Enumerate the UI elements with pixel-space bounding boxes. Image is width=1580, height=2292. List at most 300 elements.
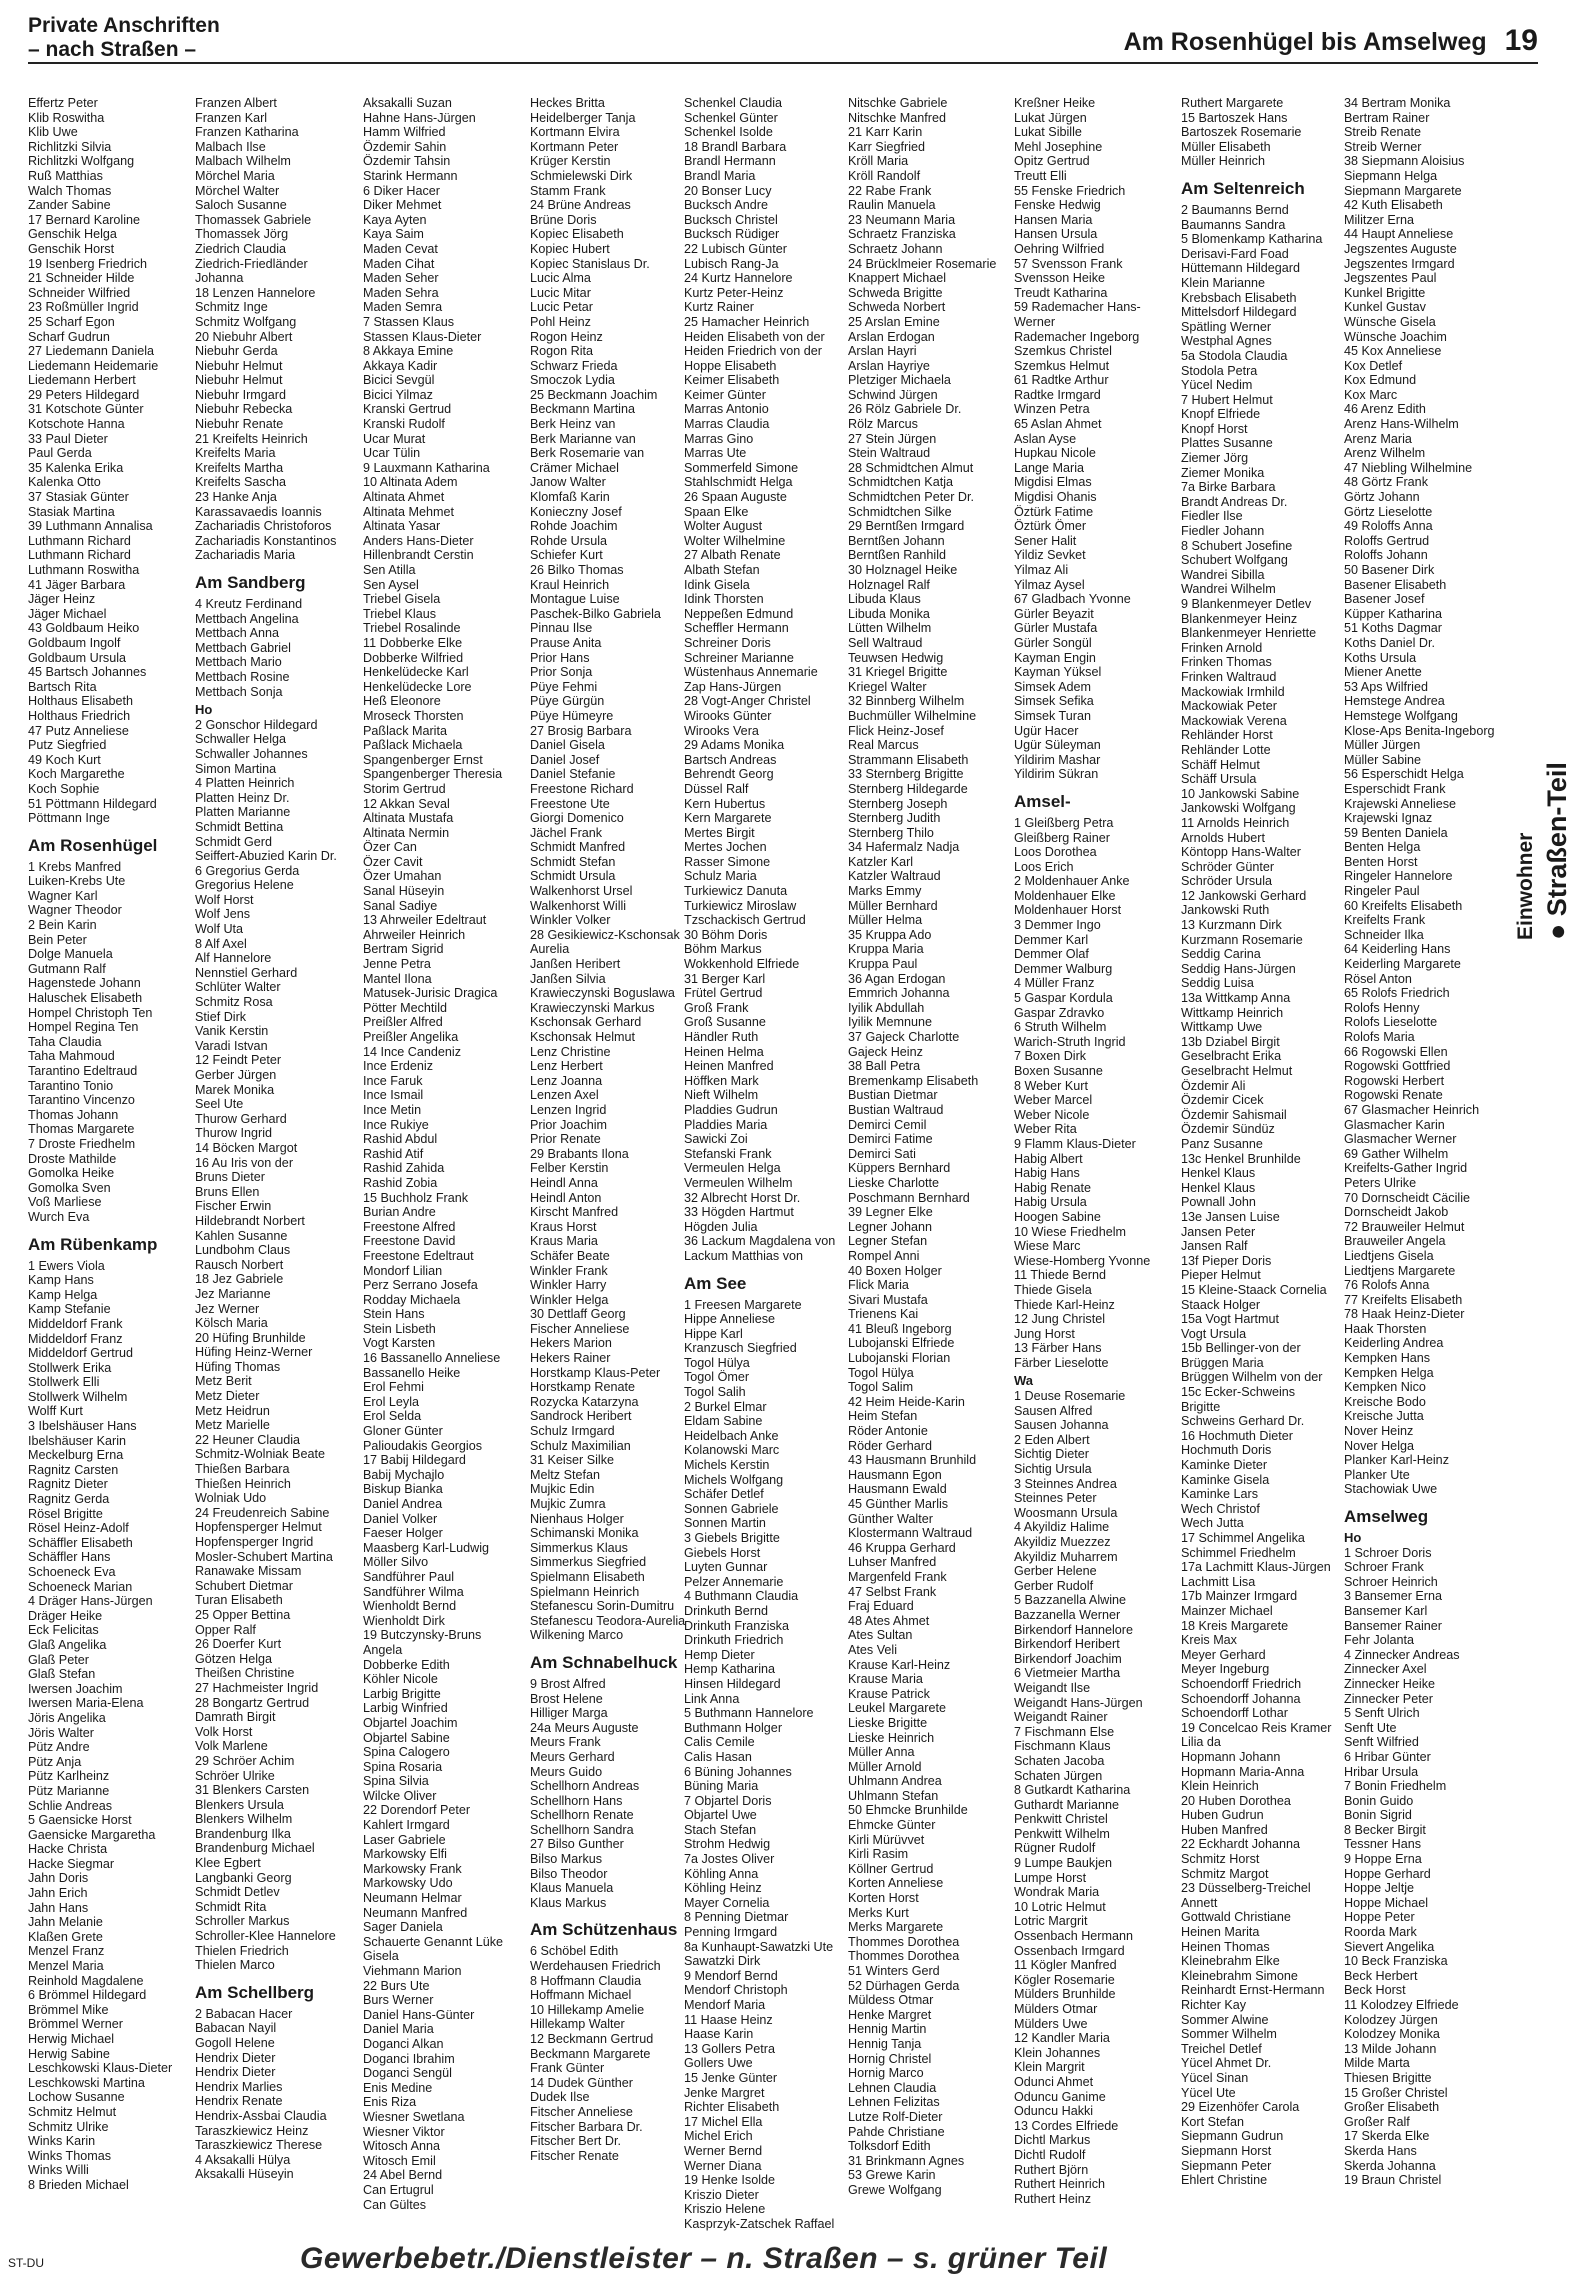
resident-entry: Hüfing Heinz-Werner [195,1345,313,1360]
resident-entry: Yilmaz Aysel [1014,577,1085,592]
resident-entry: 14 Böcken Margot [195,1140,298,1155]
resident-entry: Smoczok Lydia [530,373,615,388]
resident-entry: Altinata Yasar [363,519,441,534]
resident-entry: Katzler Waltraud [848,869,941,884]
resident-entry: Roloffs Gertrud [1344,533,1430,548]
resident-entry: Schauerte Genannt Lüke [363,1934,504,1949]
resident-entry: Sommerfeld Simone [684,460,799,475]
resident-entry: Mülders Otmar [1014,2002,1098,2016]
resident-entry: Volk Horst [195,1724,253,1739]
resident-entry: Kriegel Walter [848,679,927,694]
resident-entry: Hennig Tanja [848,2036,922,2051]
resident-entry: Mackowiak Irmhild [1181,684,1285,699]
resident-entry: Bucksch Andre [684,198,769,213]
resident-entry: Meurs Guido [530,1764,603,1779]
resident-entry: 11 Arnolds Heinrich [1181,815,1290,830]
resident-entry: Kreische Jutta [1344,1409,1424,1424]
resident-entry: Huben Gudrun [1181,1808,1264,1823]
resident-entry: Pletziger Michaela [848,373,951,388]
resident-entry: Marras Claudia [684,417,770,432]
resident-entry: Fitscher Bert Dr. [530,2134,621,2149]
resident-entry: 29 Schröer Achim [195,1753,295,1768]
resident-entry: Mujkic Zumra [530,1497,606,1511]
resident-entry: Köhling Anna [684,1866,759,1881]
resident-entry: Kaya Ayten [363,212,427,227]
resident-entry: Jez Werner [195,1301,260,1316]
resident-entry: Tzschackisch Gertrud [684,913,806,928]
resident-entry: 2 Moldenhauer Anke [1014,874,1130,889]
resident-entry: 1 Ewers Viola [28,1258,105,1273]
resident-entry: Brüggen Wilhelm von der [1181,1370,1323,1385]
resident-entry: Witosch Emil [363,2153,436,2168]
resident-entry: Franzen Katharina [195,125,299,140]
resident-entry: 14 Ince Candeniz [363,1044,462,1059]
resident-entry: Schoeneck Marian [28,1579,133,1594]
house-prefix-label: Ho [1344,1531,1362,1545]
resident-entry: Beck Horst [1344,1983,1406,1998]
resident-entry: Kirscht Manfred [530,1205,619,1220]
resident-entry: Kox Detlef [1344,358,1403,373]
resident-entry: 28 Gesikiewicz-Kschonsak [530,927,680,942]
resident-entry: Siepmann Horst [1181,2143,1272,2158]
resident-entry: Müller Anna [848,1745,915,1760]
resident-entry: Möller Silvo [363,1555,429,1570]
resident-entry: Kolodzey Jürgen [1344,2012,1438,2027]
resident-entry: Hinsen Hildegard [684,1676,781,1691]
resident-entry: Hippe Anneliese [684,1312,776,1327]
resident-entry: Richlitzki Wolfgang [28,154,135,169]
resident-entry: Freestone Richard [530,781,634,796]
resident-entry: 10 Wiese Friedhelm [1014,1224,1126,1239]
resident-entry: Kaminke Gisela [1181,1472,1270,1487]
resident-entry: Hopfensperger Helmut [195,1520,322,1535]
resident-entry: Klose-Aps Benita-Ingeborg [1344,723,1495,738]
resident-entry: Nennstiel Gerhard [195,965,298,980]
resident-entry: 19 Braun Christel [1344,2173,1442,2188]
resident-entry: Stollwerk Wilhelm [28,1389,128,1404]
resident-entry: Katzler Karl [848,854,914,869]
resident-entry: Krause Karl-Heinz [848,1657,951,1672]
resident-entry: Ruthert Heinrich [1014,2177,1105,2192]
resident-entry: Rasser Simone [684,854,771,869]
resident-entry: Niebuhr Gerda [195,344,278,359]
resident-entry: Schimanski Monika [530,1526,639,1541]
resident-entry: Maden Cevat [363,241,438,256]
resident-entry: Glaß Stefan [28,1667,96,1682]
resident-entry: Mülders Brunhilde [1014,1987,1116,2002]
resident-entry: Heckes Britta [530,96,605,110]
resident-entry: Faeser Holger [363,1526,443,1541]
resident-entry: Beckmann Margarete [530,2046,651,2061]
resident-entry: Spina Silvia [363,1774,429,1789]
resident-entry: Klaus Markus [530,1895,607,1910]
resident-entry: 6 Struth Wilhelm [1014,1020,1107,1035]
resident-entry: Iyilik Abdullah [848,1000,925,1015]
resident-entry: Hillenbrandt Cerstin [363,548,474,563]
resident-entry: Schmitz Wolfgang [195,314,297,329]
resident-entry: 15 Bartoszek Hans [1181,110,1288,125]
resident-entry: 55 Fenske Friedrich [1014,183,1126,198]
resident-entry: 76 Rolofs Anna [1344,1278,1430,1293]
resident-entry: 2 Burkel Elmar [684,1399,767,1414]
resident-entry: Weigandt Ilse [1014,1680,1091,1695]
resident-entry: Rehländer Lotte [1181,742,1271,757]
resident-entry: Sausen Alfred [1014,1403,1093,1418]
resident-entry: Luiken-Krebs Ute [28,874,126,889]
resident-entry: 15 Großer Christel [1344,2085,1448,2100]
street-heading: Am See [684,1273,747,1293]
resident-entry: Eldam Sabine [684,1414,763,1429]
resident-entry: 4 Buthmann Claudia [684,1589,799,1604]
resident-entry: 1 Freesen Margarete [684,1297,802,1312]
resident-entry: Luyten Gunnar [684,1560,768,1575]
resident-entry: Höffken Mark [684,1073,759,1088]
resident-entry: Demmer Olaf [1014,947,1089,962]
resident-entry: 17a Lachmitt Klaus-Jürgen [1181,1560,1331,1575]
resident-entry: Maasberg Karl-Ludwig [363,1540,489,1555]
resident-entry: Wünsche Gisela [1344,314,1436,329]
resident-entry: Schraetz Johann [848,241,943,256]
side-tab-line-1: Einwohner [1514,832,1537,940]
resident-entry: Can Gültes [363,2197,426,2212]
resident-entry: Niebuhr Irmgard [195,387,286,402]
resident-entry: Lieske Brigitte [848,1715,928,1730]
resident-entry: Demirci Fatime [848,1132,933,1147]
resident-entry: 29 Berntßen Irmgard [848,519,965,534]
resident-entry: Dolge Manuela [28,947,113,962]
resident-entry: Stein Lisbeth [363,1321,436,1336]
resident-entry: Yücel Nedim [1181,378,1253,393]
resident-entry: Freestone Edeltraut [363,1248,474,1263]
resident-entry: Hoppe Jeltje [1344,1881,1415,1896]
resident-entry: Özdemir Sündüz [1181,1122,1275,1137]
resident-entry: Mainzer Michael [1181,1603,1273,1618]
resident-entry: Gomolka Heike [28,1166,115,1181]
resident-entry: Goldbaum Ursula [28,650,126,665]
resident-entry: Turkiewicz Danuta [684,884,788,899]
resident-entry: Annett [1181,1895,1218,1910]
resident-entry: Wolniak Udo [195,1491,267,1506]
resident-entry: Rogowski Gottfried [1344,1059,1451,1074]
resident-entry: Huben Manfred [1181,1822,1268,1837]
resident-entry: Schmidt Bettina [195,819,284,834]
resident-entry: Zinnecker Heike [1344,1676,1435,1691]
resident-entry: 7 Boxen Dirk [1014,1049,1087,1064]
resident-entry: Scheffler Hermann [684,621,789,636]
resident-entry: Jankowski Ruth [1181,903,1270,918]
resident-entry: Janow Walter [530,475,606,490]
resident-entry: Gleißberg Rainer [1014,830,1110,845]
resident-entry: Markowsky Udo [363,1876,453,1891]
resident-entry: 35 Kalenka Erika [28,460,124,475]
resident-entry: Rademacher Ingeborg [1014,329,1140,344]
resident-entry: Schmidt Stefan [530,854,616,869]
resident-entry: Jahn Melanie [28,1915,103,1930]
resident-entry: Schaten Jacoba [1014,1753,1105,1768]
resident-entry: Ruthert Margarete [1181,96,1284,110]
resident-entry: 43 Goldbaum Heiko [28,621,140,636]
resident-entry: Thielen Friedrich [195,1943,289,1958]
resident-entry: Ragnitz Carsten [28,1462,119,1477]
resident-entry: Luthmann Richard [28,533,131,548]
resident-entry: Vermeulen Wilhelm [684,1175,793,1190]
resident-entry: Ehlert Christine [1181,2173,1268,2188]
resident-entry: Altinata Mustafa [363,811,454,826]
resident-entry: Hausmann Egon [848,1467,942,1482]
resident-entry: 8a Kunhaupt-Sawatzki Ute [684,1939,834,1954]
resident-entry: Markowsky Frank [363,1861,462,1876]
resident-entry: Kranski Gertrud [363,402,452,417]
resident-entry: Werner [1014,314,1056,329]
resident-entry: Malbach Ilse [195,139,266,154]
resident-entry: Kahlen Susanne [195,1228,288,1243]
resident-entry: Frinken Arnold [1181,640,1263,655]
resident-entry: Spangenberger Theresia [363,767,503,782]
resident-entry: Prior Renate [530,1132,601,1147]
resident-entry: Sivari Mustafa [848,1292,928,1307]
resident-entry: Aksakalli Suzan [363,96,452,110]
resident-entry: 50 Basener Dirk [1344,563,1435,577]
resident-entry: 53 Aps Wilfried [1344,679,1428,694]
resident-entry: Rausch Norbert [195,1257,284,1272]
resident-entry: Lenz Herbert [530,1059,603,1074]
resident-entry: Kopiec Stanislaus Dr. [530,256,650,271]
resident-entry: 4 Dräger Hans-Jürgen [28,1594,153,1609]
resident-entry: Bremenkamp Elisabeth [848,1073,979,1088]
resident-entry: Gerber Jürgen [195,1068,277,1082]
resident-entry: Horstkamp Renate [530,1380,635,1395]
resident-entry: Bilso Theodor [530,1866,608,1881]
resident-entry: Pladdies Maria [684,1117,768,1132]
resident-entry: 41 Bleuß Ingeborg [848,1321,952,1336]
resident-entry: Heß Eleonore [363,694,441,709]
resident-entry: Sommer Wilhelm [1181,2027,1277,2042]
footer-code: ST-DU [8,2256,44,2270]
resident-entry: 48 Ates Ahmet [848,1613,930,1628]
resident-entry: 7 Bonin Friedhelm [1344,1779,1447,1794]
resident-entry: Siepmann Helga [1344,168,1438,183]
resident-entry: Brüne Doris [530,212,597,227]
resident-entry: Schenkel Claudia [684,96,783,110]
resident-entry: Schmitz Inge [195,300,268,315]
resident-entry: Schroller Markus [195,1914,290,1929]
resident-entry: Schraetz Franziska [848,227,956,242]
resident-entry: Fitscher Barbara Dr. [530,2119,643,2134]
resident-entry: Matusek-Jurisic Dragica [363,986,498,1001]
resident-entry: 9 Flamm Klaus-Dieter [1014,1136,1136,1151]
resident-entry: Mettbach Rosine [195,669,290,684]
resident-entry: Rösel Brigitte [28,1506,103,1521]
header-rule [28,62,1538,64]
resident-entry: 5 Blomenkamp Katharina [1181,232,1323,247]
resident-entry: 2 Eden Albert [1014,1432,1090,1447]
resident-entry: Gisela [363,1949,399,1964]
resident-entry: Franzen Albert [195,96,277,110]
resident-entry: Neumann Helmar [363,1891,462,1906]
resident-entry: 4 Aksakalli Hülya [195,2152,291,2167]
resident-entry: Szemkus Helmut [1014,358,1110,373]
resident-entry: Jäger Michael [28,606,107,621]
resident-entry: Bertram Sigrid [363,942,444,957]
resident-entry: Ince Ismail [363,1088,424,1103]
resident-entry: Hüfing Thomas [195,1359,281,1374]
resident-entry: Seddig Hans-Jürgen [1181,961,1296,976]
resident-entry: Kortmann Peter [530,139,619,154]
resident-entry: Simmerkus Klaus [530,1540,628,1555]
resident-entry: Roorda Mark [1344,1925,1417,1940]
resident-entry: Rohde Ursula [530,533,608,548]
resident-entry: Bartsch Rita [28,679,97,694]
resident-entry: Holthaus Elisabeth [28,694,134,709]
resident-entry: Berntßen Ranhild [848,548,947,563]
resident-entry: Kruppa Maria [848,942,924,957]
resident-entry: Brandenburg Michael [195,1841,315,1856]
resident-entry: Sener Halit [1014,533,1077,548]
resident-entry: Varadi Istvan [195,1038,268,1053]
resident-entry: Westphal Agnes [1181,334,1272,349]
resident-entry: 10 Beck Franziska [1344,1954,1448,1969]
resident-entry: Köhler Nicole [363,1672,438,1687]
resident-entry: Kotschote Hanna [28,417,125,432]
resident-entry: 16 Hochmuth Dieter [1181,1428,1293,1443]
resident-entry: 25 Scharf Egon [28,314,115,329]
resident-entry: Mondorf Lilian [363,1263,443,1278]
page-header-left [28,14,220,62]
resident-entry: Rehländer Horst [1181,728,1273,743]
resident-entry: Weber Nicole [1014,1107,1090,1122]
resident-entry: 22 Heuner Claudia [195,1432,301,1447]
resident-entry: 11 Kolodzey Elfriede [1344,1998,1459,2012]
resident-entry: Özdemir Sahismail [1181,1107,1287,1122]
resident-entry: Schweda Brigitte [848,285,943,300]
resident-entry: Müller Helma [848,913,923,928]
resident-entry: Wilcke Oliver [363,1788,437,1803]
resident-entry: Schröder Ursula [1181,874,1272,889]
resident-entry: Kaya Saim [363,227,424,242]
resident-entry: 26 Bilko Thomas [530,563,624,577]
resident-entry: Malbach Wilhelm [195,154,291,169]
resident-entry: Walch Thomas [28,183,112,198]
resident-entry: Özer Umahan [363,869,442,884]
resident-entry: Schäfer Beate [530,1248,610,1263]
resident-entry: Schweda Norbert [848,300,946,315]
resident-entry: Thurow Gerhard [195,1111,287,1126]
resident-entry: Kaminke Lars [1181,1487,1258,1502]
resident-entry: Köhling Heinz [684,1881,762,1896]
resident-entry: Akkaya Kadir [363,358,438,373]
resident-entry: Hippe Karl [684,1326,743,1341]
resident-entry: Kempken Nico [1344,1380,1426,1395]
resident-entry: 15c Ecker-Schweins [1181,1385,1296,1400]
resident-entry: Gutmann Ralf [28,961,106,976]
resident-entry: 20 Bonser Lucy [684,183,772,198]
resident-entry: Gerber Rudolf [1014,1578,1094,1593]
resident-entry: Spätling Werner [1181,319,1272,334]
resident-entry: Klostermann Waltraud [848,1526,973,1541]
resident-entry: Klein Heinrich [1181,1779,1259,1794]
resident-entry: Kleinebrahm Simone [1181,1968,1298,1983]
resident-entry: Kurzmann Rosemarie [1181,932,1303,947]
resident-entry: Flick Heinz-Josef [848,723,944,738]
resident-entry: Wech Jutta [1181,1516,1244,1531]
resident-entry: Anders Hans-Dieter [363,533,474,548]
resident-entry: Buthmann Holger [684,1720,783,1735]
resident-entry: Rompel Anni [848,1248,920,1263]
resident-entry: 13f Pieper Doris [1181,1253,1272,1268]
resident-entry: Kreßner Heike [1014,96,1096,110]
resident-entry: 8 Penning Dietmar [684,1910,789,1925]
resident-entry: Birkendorf Hannelore [1014,1622,1134,1637]
resident-entry: Habig Hans [1014,1166,1080,1181]
resident-entry: 31 Brinkmann Agnes [848,2153,965,2168]
resident-entry: Platten Heinz Dr. [195,790,290,805]
resident-entry: Fischer Erwin [195,1199,272,1214]
resident-entry: Krawieczynski Markus [530,1000,655,1015]
resident-entry: Brömmel Mike [28,2002,109,2017]
resident-entry: Klomfaß Karin [530,490,610,505]
resident-entry: 7 Stassen Klaus [363,314,455,329]
resident-entry: Opitz Gertrud [1014,154,1090,169]
resident-entry: Hacke Christa [28,1842,108,1857]
resident-entry: 50 Ehmcke Brunhilde [848,1803,968,1818]
resident-entry: Sager Daniela [363,1920,443,1935]
resident-entry: 13c Henkel Brunhilde [1181,1151,1301,1166]
resident-entry: Siepmann Margarete [1344,183,1462,198]
resident-entry: 4 Zinnecker Andreas [1344,1647,1460,1662]
resident-entry: Schröer Ulrike [195,1768,275,1783]
resident-entry: Hendrix Marlies [195,2079,283,2094]
resident-entry: Büning Maria [684,1779,759,1794]
resident-entry: Wiese Marc [1014,1239,1081,1254]
resident-entry: Metz Berit [195,1374,252,1389]
resident-entry: 53 Grewe Karin [848,2168,936,2183]
resident-entry: Daniel Hans-Günter [363,2007,475,2022]
street-heading: Am Rosenhügel [28,835,158,855]
resident-entry: 16 Au Iris von der [195,1155,294,1170]
resident-entry: Demmer Karl [1014,932,1089,947]
resident-entry: Panz Susanne [1181,1136,1263,1151]
resident-entry: Mülders Uwe [1014,2016,1088,2031]
resident-entry: 46 Arenz Edith [1344,402,1426,417]
resident-entry: 6 Büning Johannes [684,1764,792,1779]
resident-entry: Ahrweiler Heinrich [363,927,466,942]
resident-entry: 26 Spaan Auguste [684,490,787,505]
resident-entry: 65 Aslan Ahmet [1014,417,1102,432]
resident-entry: Eck Felicitas [28,1623,99,1638]
resident-entry: Luthmann Roswitha [28,563,140,577]
resident-entry: Öztürk Ömer [1014,519,1087,534]
resident-entry: 3 Giebels Brigitte [684,1531,780,1545]
resident-entry: Gregorius Helene [195,878,294,893]
resident-entry: Wiesner Viktor [363,2124,445,2139]
resident-entry: Prior Hans [530,650,590,665]
resident-entry: Haluschek Elisabeth [28,991,143,1006]
resident-entry: Heinen Helma [684,1044,764,1059]
resident-entry: 24 Abel Bernd [363,2168,443,2183]
resident-entry: Birkendorf Heribert [1014,1637,1120,1652]
resident-entry: Heiden Friedrich von der [684,344,822,359]
resident-entry: Kirli Mürüvvet [848,1832,925,1847]
resident-entry: Hemstege Andrea [1344,694,1445,709]
resident-entry: Stefanescu Sorin-Dumitru [530,1599,675,1614]
resident-entry: Storim Gertrud [363,781,446,796]
resident-entry: Rogon Heinz [530,329,603,344]
resident-entry: Kreifelts-Gather Ingrid [1344,1161,1468,1176]
resident-entry: Treutt Elli [1014,168,1067,183]
resident-entry: Karassavaedis Ioannis [195,504,322,519]
resident-entry: Preißler Alfred [363,1015,443,1030]
resident-entry: Diker Mehmet [363,198,442,213]
